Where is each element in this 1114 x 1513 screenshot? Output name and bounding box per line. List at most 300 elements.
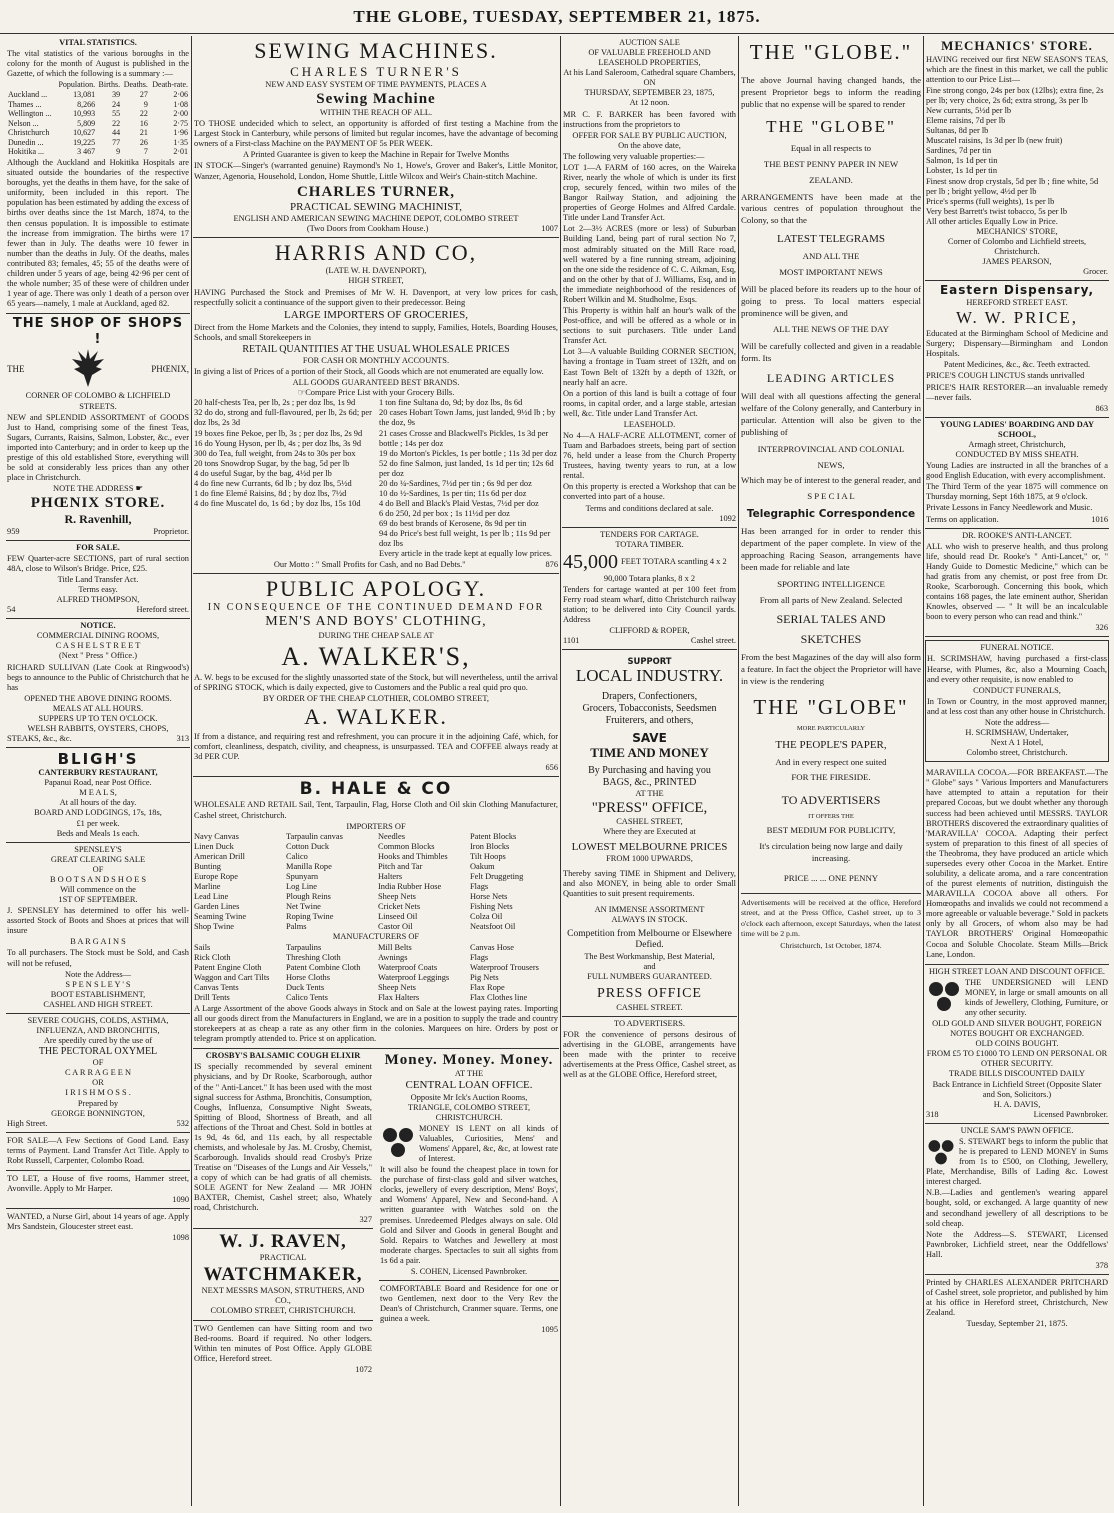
raven-ad bbox=[193, 1229, 373, 1321]
lot3: Lot 3—A valuable Building CORNER SECTION, having a frontage in Tuam street of 132ft, and on East Town Belt of 132ft by a depth of 132ft, or nearly half an acre. bbox=[563, 347, 736, 387]
comfortable: COMFORTABLE Board and Residence for one or two Gentlemen, next door to the Very Rev the Dean's of Christchurch, Cranmer square. Terms, one guinea a week. bbox=[380, 1283, 558, 1324]
vital-cell: 2·01 bbox=[173, 147, 188, 157]
rooke-body: ALL who wish to preserve health, and thus prolong life, should read Dr. Rooke's " Anti-Lancet," or, " Handy Guide to Domestic Medicine," which can be had gratis from any chemist, or post free from Dr. Rooke, Scarborough. Concerning this book, which contains 168 pages, the late eminent author, Sheridan Knowles, observed — " It will be an incalculable boon to every person who can read and think." bbox=[926, 541, 1108, 622]
following: The following very valuable properties:— bbox=[563, 151, 705, 161]
totara: TOTARA TIMBER. bbox=[615, 539, 684, 549]
price-name: W. W. PRICE, bbox=[955, 307, 1079, 327]
list-item: 6 do 250, 2d per box ; 1s 11½d per doz bbox=[379, 509, 510, 519]
list-item: 94 do Price's best full weight, 1s per lb ; 11s 9d per doz lbs bbox=[379, 529, 551, 549]
vital-cell: Thames ... bbox=[8, 99, 42, 109]
bottom-split bbox=[193, 1049, 559, 1378]
list-item: Horse Cloths bbox=[286, 972, 330, 982]
mech-price-list bbox=[926, 86, 1108, 227]
received: Advertisements will be received at the office, Hereford street, and at the Press Office, Cashel street, up to 3 o'clock each afternoon, except Saturdays, when the latest time will be 2 p.m. bbox=[741, 897, 921, 939]
barker: MR C. F. BARKER has been favored with instructions from the proprietors to bbox=[563, 109, 736, 129]
vital-header-cell: Births. bbox=[98, 80, 121, 90]
back: Back Entrance in Lichfield Street (Opposite Slater and Son, Solicitors.) bbox=[932, 1079, 1102, 1099]
ad-number: 1092 bbox=[719, 513, 736, 523]
hale-body: WHOLESALE AND RETAIL Sail, Tent, Tarpaulin, Flag, Horse Cloth and Oil skin Clothing Manufacturer, Cashel street, Christchurch. bbox=[194, 800, 558, 820]
ad-number: 656 bbox=[545, 762, 558, 772]
conduct: CONDUCT FUNERALS, bbox=[973, 685, 1061, 695]
ad-number: 863 bbox=[1095, 403, 1108, 413]
forsale-terms: Terms easy. bbox=[78, 584, 118, 594]
list-item: Waterproof Leggings bbox=[378, 972, 450, 982]
vital-cell: 55 bbox=[112, 109, 121, 119]
walker-ad bbox=[193, 574, 559, 777]
comfortable-ad bbox=[379, 1281, 559, 1338]
next-press: (Next " Press " Office.) bbox=[58, 651, 138, 661]
vital-cell: Auckland ... bbox=[8, 89, 48, 99]
table-row bbox=[7, 100, 189, 110]
list-item: New currants, 5½d per lb bbox=[926, 105, 1012, 115]
auction-date: THURSDAY, SEPTEMBER 23, 1875, bbox=[584, 88, 715, 98]
manufacturers-list bbox=[194, 943, 558, 1003]
vital-title: VITAL STATISTICS. bbox=[59, 38, 137, 47]
every: And in every respect one suited bbox=[775, 756, 887, 767]
ad-number: 1098 bbox=[172, 1233, 189, 1243]
list-item: Navy Canvas bbox=[194, 831, 239, 841]
magazines: From the best Magazines of the day will also form a feature. In fact the object the Proprietor will have in view is the rendering bbox=[741, 651, 921, 686]
vital-header-cell: Deaths. bbox=[123, 80, 148, 90]
price-list-right bbox=[379, 398, 558, 559]
linctus: PRICE'S COUGH LINCTUS stands unrivalled bbox=[926, 371, 1085, 381]
meals2: M E A L S, bbox=[79, 788, 117, 798]
loan-office-ad bbox=[379, 1049, 559, 1281]
hair: PRICE'S HAIR RESTORER—an invaluable remedy—never fails. bbox=[926, 382, 1108, 402]
list-item: Manilla Rope bbox=[286, 861, 332, 871]
vital-cell: 2·06 bbox=[173, 89, 188, 99]
young-body: Young Ladies are instructed in all the branches of a good English Education, with every accomplishment. bbox=[926, 461, 1108, 481]
vital-cell: Wellington ... bbox=[8, 109, 52, 119]
uncle-sam-ad bbox=[925, 1124, 1109, 1275]
grocers: Grocers, Tobacconists, Seedsmen bbox=[582, 702, 717, 714]
adv-body: FOR the convenience of persons desirous of advertising in the GLOBE, arrangements have been made with the printer to receive advertisements at the Press Office, Cashel street, as well as at the GLOBE Office, Hereford street, bbox=[563, 1029, 736, 1079]
auction-ad bbox=[562, 36, 737, 528]
list-item: Pig Nets bbox=[470, 972, 499, 982]
list-item: Garden Lines bbox=[194, 902, 240, 912]
prepared: Prepared by bbox=[77, 1098, 119, 1108]
list-item: Salmon, 1s 1d per tin bbox=[926, 156, 998, 166]
phoenix-row bbox=[7, 347, 189, 391]
table-row bbox=[7, 147, 189, 157]
list-item: Pitch and Tar bbox=[378, 861, 423, 871]
trade: TRADE BILLS DISCOUNTED DAILY bbox=[948, 1069, 1086, 1079]
ad-number: 1072 bbox=[355, 1364, 372, 1374]
dateline: Christchurch, 1st October, 1874. bbox=[780, 940, 882, 950]
shop-of-shops-ad bbox=[6, 314, 190, 540]
at-the: AT THE bbox=[454, 1069, 484, 1079]
spensley-ad bbox=[6, 843, 190, 1014]
totara-big: 45,000 bbox=[563, 550, 618, 573]
grocer: Grocer. bbox=[1083, 267, 1108, 277]
from-all: From all parts of New Zealand. Selected bbox=[759, 594, 903, 605]
crosby-ad bbox=[193, 1049, 373, 1228]
vital-cell: Dunedin ... bbox=[8, 137, 44, 147]
note-addr: Note the address— bbox=[984, 717, 1050, 727]
importers: IMPORTERS OF bbox=[346, 821, 406, 831]
per-week: £1 per week. bbox=[76, 818, 120, 828]
phoenix-name: R. Ravenhill, bbox=[64, 512, 132, 527]
vital-header-cell: Population. bbox=[58, 80, 96, 90]
guarantee: A Printed Guarantee is given to keep the Machine in Repair for Twelve Months bbox=[242, 150, 510, 160]
globe-prospectus bbox=[740, 36, 922, 954]
purchasing: By Purchasing and having you bbox=[588, 764, 711, 776]
list-item: Tarpaulin canvas bbox=[286, 831, 343, 841]
list-item: Every article in the trade kept at equally low prices. bbox=[379, 549, 553, 559]
phoenix-note: NOTE THE ADDRESS ☛ bbox=[53, 484, 143, 494]
tolet-ad bbox=[6, 1171, 190, 1209]
loan-title: HIGH STREET LOAN AND DISCOUNT OFFICE. bbox=[928, 966, 1106, 976]
list-item: Cotton Duck bbox=[286, 841, 330, 851]
totara-ad bbox=[562, 528, 737, 651]
list-column bbox=[194, 832, 282, 933]
column-rule bbox=[923, 36, 924, 1506]
globe-big: THE "GLOBE" bbox=[753, 694, 909, 719]
large-importers: LARGE IMPORTERS OF GROCERIES, bbox=[284, 308, 468, 321]
motto: Our Motto : " Small Profits for Cash, and no Bad Debts." bbox=[273, 559, 466, 569]
stewart-body: S. STEWART begs to inform the public that he is prepared to LEND MONEY in Sums from 1s to £500, on Clothing, Jewellery, Plate, Merchandise, Bills of Lading &c. Lowest interest charged. bbox=[926, 1136, 1108, 1187]
list-item: Hooks and Thimbles bbox=[378, 851, 448, 861]
dispensary-ad bbox=[925, 281, 1109, 417]
most-imp: MOST IMPORTANT NEWS bbox=[779, 266, 883, 277]
list-item: Patent Combine Cloth bbox=[286, 962, 361, 972]
tenders: TENDERS FOR CARTAGE. bbox=[600, 529, 699, 539]
phoenix-store: PHŒNIX STORE. bbox=[30, 495, 166, 512]
column-5 bbox=[925, 36, 1109, 1506]
list-item: Castor Oil bbox=[378, 922, 413, 932]
pawn: Licensed Pawnbroker. bbox=[1033, 1109, 1108, 1119]
phoenix-right: PHŒNIX, bbox=[151, 364, 189, 375]
vital-cell: 77 bbox=[112, 137, 121, 147]
vital-header-cell: Death-rate. bbox=[152, 80, 188, 90]
hereford: HEREFORD STREET EAST. bbox=[966, 297, 1068, 307]
mech-store: MECHANICS' STORE, bbox=[976, 226, 1058, 236]
list-item: 300 do Tea, full weight, from 24s to 30s per box bbox=[194, 448, 356, 458]
executed: Where they are Executed at bbox=[603, 826, 696, 836]
doors: (Two Doors from Cookham House.) bbox=[306, 223, 429, 233]
opposite: Opposite Mr Ick's Auction Rooms, bbox=[410, 1092, 528, 1102]
vital-cell: 5,809 bbox=[77, 118, 96, 128]
irish: I R I S H M O S S . bbox=[65, 1088, 131, 1098]
private: Private Lessons in Fancy Needlework and Music. bbox=[926, 503, 1093, 513]
lot4b: On this property is erected a Workshop that can be converted into part of a house. bbox=[563, 482, 736, 502]
vital-cell: Nelson ... bbox=[8, 118, 39, 128]
vital-cell: 22 bbox=[112, 118, 121, 128]
notice-title: NOTICE. bbox=[80, 621, 116, 631]
opened: OPENED THE ABOVE DINING ROOMS. bbox=[24, 693, 172, 703]
cashel3: CASHEL STREET. bbox=[616, 1002, 683, 1012]
list-item: Flax Rope bbox=[470, 982, 505, 992]
list-item: 32 do do, strong and full-flavoured, per lb, 2s 6d; per doz lbs, 2s 3d bbox=[194, 408, 372, 428]
scrimshaw: H. SCRIMSHAW, Undertaker, bbox=[965, 727, 1069, 737]
list-item: Flax Halters bbox=[378, 992, 420, 1002]
list-column bbox=[286, 943, 374, 1003]
funeral-title: FUNERAL NOTICE. bbox=[980, 643, 1054, 653]
sewing-title: SEWING MACHINES. bbox=[254, 38, 498, 63]
mech-body: HAVING received our first NEW SEASON'S TEAS, which are the finest in this market, we call the public attention to our Price List— bbox=[926, 54, 1108, 84]
list-item: Drill Tents bbox=[194, 992, 230, 1002]
auction-sub: OF VALUABLE FREEHOLD AND LEASEHOLD PROPERTIES, bbox=[588, 48, 711, 68]
forsale2: FOR SALE—A Few Sections of Good Land. Easy terms of Payment. Land Transfer Act Title. Apply to Robt Russell, Carpenter, Colombo Road. bbox=[7, 1135, 189, 1165]
list-item: Cricket Nets bbox=[378, 902, 421, 912]
list-item: Colza Oil bbox=[470, 912, 503, 922]
price: PRICE ... ... ONE PENNY bbox=[783, 872, 879, 883]
board: BOARD AND LODGINGS, 17s, 18s, bbox=[34, 808, 162, 818]
compare: ☞Compare Price List with your Grocery Bills. bbox=[297, 388, 455, 398]
list-item: Log Line bbox=[286, 882, 317, 892]
davis: H. A. DAVIS, bbox=[993, 1099, 1041, 1109]
allgoods: ALL GOODS GUARANTEED BEST BRANDS. bbox=[292, 378, 460, 388]
cashel-high: CASHEL AND HIGH STREET. bbox=[43, 999, 153, 1009]
central: CENTRAL LOAN OFFICE. bbox=[405, 1079, 533, 1092]
list-item: Roping Twine bbox=[286, 912, 334, 922]
above: On the above date, bbox=[618, 140, 681, 150]
ad-number: 1101 bbox=[563, 636, 580, 646]
list-item: Felt Druggeting bbox=[470, 871, 524, 881]
ad-number: 876 bbox=[545, 559, 558, 569]
list-item: Calico bbox=[286, 851, 308, 861]
local: LOCAL INDUSTRY. bbox=[575, 666, 724, 686]
medium: BEST MEDIUM FOR PUBLICITY, bbox=[766, 825, 896, 836]
list-item: Sardines, 7d per tin bbox=[926, 146, 992, 156]
competition: Competition from Melbourne or Elsewhere Defied. bbox=[567, 928, 732, 951]
hale-title: B. HALE & CO bbox=[299, 779, 453, 800]
chch: CHRISTCHURCH. bbox=[435, 1112, 503, 1122]
cash: FOR CASH OR MONTHLY ACCOUNTS. bbox=[302, 356, 450, 365]
pawn-balls-icon bbox=[380, 1123, 416, 1159]
list-column bbox=[194, 943, 282, 1003]
armagh: Armagh street, Christchurch, bbox=[968, 439, 1066, 449]
vital-cell: 7 bbox=[143, 147, 148, 157]
list-item: Waterproof Coats bbox=[378, 962, 438, 972]
sheath: CONDUCTED BY MISS SHEATH. bbox=[955, 450, 1079, 460]
harris-ad bbox=[193, 238, 559, 574]
and: and bbox=[643, 961, 656, 971]
commence: Will commence on the bbox=[60, 885, 136, 895]
pawn-balls-icon bbox=[926, 1136, 956, 1166]
mechanics-title: MECHANICS' STORE. bbox=[941, 38, 1093, 53]
within: WITHIN THE REACH OF ALL. bbox=[319, 108, 433, 118]
list-item: Flax Clothes line bbox=[470, 992, 528, 1002]
workmanship: The Best Workmanship, Best Material, bbox=[584, 951, 715, 961]
maravilla-ad bbox=[925, 765, 1109, 964]
list-item: Mill Belts bbox=[378, 942, 412, 952]
sewing-machines-ad bbox=[193, 36, 559, 238]
maravilla: MARAVILLA COCOA.—FOR BREAKFAST.—The " Globe" says " Various Importers and Manufacturers have attempted to attain a reputation for their prepared Cocoas, but we doubt whether any thorough success had been achieved until MESSRS. TAYLOR BROTHERS discovered the extraordinary qualities of 'MARAVILLA' COCOA. Adapting their perfect system of preparation to this finest of all species of the Theobroma, they have produced an article which supersedes every other Cocoa in the Market. Entire solubility, a delicate aroma, and a rare concentration of the purest elements of nutrition, distinguish the MARAVILLA COCOA above all others. For Homœopaths and invalids we could not recommend a more agreeable or valuable beverage." Sold in packets only by all Grocers, of whom also may be had TAYLOR BROTHERS' Original Homœopathic Cocoa and Soluble Chocolate. Steam Mills—Brick Lane, London. bbox=[926, 768, 1109, 959]
hale-ad bbox=[193, 777, 559, 1049]
save: SAVE bbox=[632, 730, 667, 745]
changed: The above Journal having changed hands, the present Proprietor begs to inform the reading public that no expense will be spared to render bbox=[741, 75, 921, 110]
list-item: Linen Duck bbox=[194, 841, 234, 851]
turner-body: TO THOSE undecided which to select, an opportunity is afforded of first testing a Machine from the Largest Stock in Canterbury, while persons of limited but regular incomes, have the advantage of becoming owners of a First-class Machine on the PAYMENT OF 5s PER WEEK. bbox=[194, 119, 558, 149]
vital-cell: 21 bbox=[139, 128, 148, 138]
pectoral-ad bbox=[6, 1014, 190, 1133]
sewing-machine: Sewing Machine bbox=[316, 91, 436, 108]
turner-name: CHARLES TURNER'S bbox=[290, 64, 462, 80]
to-adv: TO ADVERTISERS. bbox=[613, 1018, 685, 1028]
sketches: SKETCHES bbox=[800, 631, 862, 646]
forsale-addr: Hereford street. bbox=[136, 605, 189, 615]
equal: Equal in all respects to bbox=[790, 142, 872, 153]
meals: MEALS AT ALL HOURS. bbox=[52, 703, 144, 713]
ad-number: 1016 bbox=[1091, 514, 1108, 524]
the-globe: THE "GLOBE" bbox=[766, 116, 896, 136]
ad-number: 1095 bbox=[541, 1325, 558, 1335]
list-item: Horse Nets bbox=[470, 892, 508, 902]
vital-cell: 2·75 bbox=[173, 118, 188, 128]
list-item: 69 do best brands of Kerosene, 8s 9d per tin bbox=[379, 519, 527, 529]
list-item: 1 do fine Elemé Raisins, 8d ; by doz lbs, 7½d bbox=[194, 489, 347, 499]
globe-title: THE "GLOBE." bbox=[749, 40, 913, 64]
boots: B O O T S A N D S H O E S bbox=[49, 874, 147, 884]
lot2: Lot 2—3½ ACRES (more or less) of Suburban Building Land, being part of rural section No 7, most admirably situated on the Mill Race road, well watered by a fine running stream, adjoining on the one side the residence of C. C. Aikman, Esq, and on the other by that of J. Williams, Esq, and in the immediate neighborhood of the residences of Robert Wilkin and M. Studholme, Esqs. bbox=[563, 224, 736, 304]
list-item: Lobster, 1s 1d per tin bbox=[926, 166, 998, 176]
next-hotel: Next A 1 Hotel, bbox=[990, 738, 1044, 748]
bottom-right bbox=[379, 1049, 559, 1378]
list-item: Canvas Hose bbox=[470, 942, 514, 952]
list-item: Flags bbox=[470, 952, 489, 962]
gentlemen-ad bbox=[193, 1321, 373, 1378]
coughs: SEVERE COUGHS, COLDS, ASTHMA, INFLUENZA, AND BRONCHITIS, bbox=[27, 1015, 169, 1036]
walker-body: A. W. begs to be excused for the slightly unassorted state of the Stock, but will nevertheless, until the arrival of SPRING STOCK, which is daily expected, give to Customers and the Public a real quid pro quo. bbox=[194, 673, 558, 693]
press-office: "PRESS" OFFICE, bbox=[591, 799, 708, 816]
hale-foot: A Large Assortment of the above Goods always in Stock and on Sale at the lowest paying rates. Importing all our goods direct from the Manufacturers in England, we are in a position to supply the trade and country storekeepers at as cheap a rate as any other firm in the colonies. Marquees on hire. Orders by post or telegram promptly attended to. Price st on application. bbox=[194, 1003, 558, 1044]
forsale-body: FEW Quarter-acre SECTIONS, part of rural section 48A, close to Wilson's Bridge. Price, £25. bbox=[7, 553, 189, 573]
harris-body: HAVING Purchased the Stock and Premises of Mr W. H. Davenport, at very low prices for cash, respectfully solicit a continuance of the support given to their predecessor. Being bbox=[194, 287, 558, 307]
dining-rooms-ad bbox=[6, 619, 190, 748]
press-office2: PRESS OFFICE bbox=[597, 985, 702, 1001]
clearing: GREAT CLEARING SALE bbox=[50, 854, 146, 864]
old-gold: OLD GOLD AND SILVER BOUGHT, FOREIGN NOTES BOUGHT OR EXCHANGED. bbox=[932, 1019, 1102, 1039]
during: DURING THE CHEAP SALE AT bbox=[318, 630, 434, 640]
vital-cell: 27 bbox=[139, 89, 148, 99]
hours: At all hours of the day. bbox=[59, 798, 137, 808]
list-item: Waterproof Trousers bbox=[470, 962, 539, 972]
list-item: Calico Tents bbox=[286, 992, 328, 1002]
immense: AN IMMENSE ASSORTMENT bbox=[594, 904, 705, 914]
vital-cell: 9 bbox=[143, 99, 148, 109]
vital-cell: 19,225 bbox=[73, 137, 96, 147]
bags: BAGS, &c., PRINTED bbox=[602, 776, 697, 788]
imprint bbox=[925, 1275, 1109, 1332]
list-item: Marline bbox=[194, 882, 221, 892]
list-item: India Rubber Hose bbox=[378, 882, 442, 892]
money-body: MONEY IS LENT on all kinds of Valuables, Curiosities, Mens' and Womens' Apparel, &c, &c, at lowest rate of Interest. bbox=[419, 1123, 558, 1164]
list-item: 4 do fine new Currants, 6d lb ; by doz lbs, 5½d bbox=[194, 478, 352, 488]
column-4 bbox=[740, 36, 922, 1506]
ad-number: 318 bbox=[926, 1109, 939, 1119]
interprov: INTERPROVINCIAL AND COLONIAL bbox=[757, 443, 905, 454]
table-row bbox=[7, 138, 189, 148]
funeral-ad bbox=[925, 640, 1109, 762]
of: OF bbox=[92, 864, 104, 874]
wanted-ad bbox=[6, 1209, 190, 1246]
fruiterers: Fruiterers, and others, bbox=[605, 714, 694, 726]
ad-number: 313 bbox=[176, 734, 189, 744]
list-item: Waggon and Cart Tilts bbox=[194, 972, 270, 982]
cashel-street: C A S H E L S T R E E T bbox=[55, 641, 141, 651]
patent: Patent Medicines, &c., &c. Teeth extracted. bbox=[943, 360, 1091, 370]
list-item: Sultanas, 8d per lb bbox=[926, 126, 989, 136]
list-item: Very best Barrett's twist tobacco, 5s per lb bbox=[926, 206, 1068, 216]
tenders-body: Tenders for cartage wanted at per 100 feet from Ferry road steam wharf, ditto Christchurch railway station; to be delivered into City Council yards. Address bbox=[563, 584, 736, 625]
auction-title: AUCTION SALE bbox=[619, 38, 680, 47]
sullivan-body: RICHARD SULLIVAN (Late Cook at Ringwood's) begs to announce to the Public of Christchurch that he has bbox=[7, 662, 189, 692]
totara-feet: FEET TOTARA scantling 4 x 2 bbox=[621, 556, 727, 566]
column-3 bbox=[562, 36, 737, 1506]
list-column bbox=[470, 832, 558, 933]
printed-date: Tuesday, September 21, 1875. bbox=[966, 1319, 1068, 1329]
list-column bbox=[286, 832, 374, 933]
note-addr: Note the Address— bbox=[64, 969, 132, 979]
list-item: 20 do ¼-Sardines, 7½d per tin ; 6s 9d per doz bbox=[379, 478, 532, 488]
vital-cell: 16 bbox=[139, 118, 148, 128]
fireside: FOR THE FIRESIDE. bbox=[791, 772, 871, 783]
latest: LATEST TELEGRAMS bbox=[776, 233, 886, 246]
forsale2-ad bbox=[6, 1133, 190, 1171]
welsh: WELSH RABBITS, OYSTERS, CHOPS, bbox=[27, 724, 169, 733]
apology-title: PUBLIC APOLOGY. bbox=[265, 575, 487, 601]
vital-cell: Christchurch bbox=[8, 128, 50, 138]
pectoral: THE PECTORAL OXYMEL bbox=[38, 1046, 158, 1058]
masthead: THE GLOBE, TUESDAY, SEPTEMBER 21, 1875. bbox=[0, 0, 1114, 34]
town: In Town or Country, in the most approved manner, and at less cost than any other house in Christchurch. bbox=[927, 696, 1107, 716]
list-item: Sheep Nets bbox=[378, 982, 416, 992]
purchasers: To all purchasers. The Stock must be Sold, and Cash will not be refused, bbox=[7, 948, 189, 968]
rooke-ad bbox=[925, 529, 1109, 638]
arrangements: ARRANGEMENTS have been made at the various centres of population throughout the Colony, so that the bbox=[741, 191, 921, 226]
depot: ENGLISH AND AMERICAN SEWING MACHINE DEPOT, COLOMBO STREET bbox=[233, 213, 519, 223]
list-item: 52 do fine Salmon, just landed, 1s 1d per tin; 12s 6d per doz bbox=[379, 458, 554, 478]
phoenix-corner: CORNER OF COLOMBO & LICHFIELD STREETS. bbox=[25, 391, 171, 411]
triangle: TRIANGLE, COLOMBO STREET, bbox=[407, 1102, 531, 1112]
list-item: Neatsfoot Oil bbox=[470, 922, 516, 932]
peoples: THE PEOPLE'S PAPER, bbox=[775, 738, 887, 751]
list-column bbox=[470, 943, 558, 1003]
list-item: Net Twine bbox=[286, 902, 321, 912]
order: BY ORDER OF THE CHEAP CLOTHIER, COLOMBO STREET, bbox=[263, 694, 489, 704]
table-row bbox=[7, 128, 189, 138]
crosby-title: CROSBY'S BALSAMIC COUGH ELIXIR bbox=[205, 1051, 361, 1061]
column-2 bbox=[193, 36, 559, 1506]
list-item: Patent Blocks bbox=[470, 831, 517, 841]
mechanics-ad bbox=[925, 36, 1109, 281]
list-item: All other articles Equally Low in Price. bbox=[926, 216, 1058, 226]
lot2b: This Property is within half an hour's walk of the Post-office, and will be offered as a whole or in sections to suit purchasers. Title under Land Transfer Act. bbox=[563, 306, 736, 346]
bargains: B A R G A I N S bbox=[70, 937, 126, 947]
vital-cell: 39 bbox=[112, 89, 121, 99]
auction-time: At 12 noon. bbox=[629, 98, 670, 108]
best-penny: THE BEST PENNY PAPER IN NEW bbox=[763, 158, 899, 169]
spensley-body: J. SPENSLEY has determined to offer his well-assorted Stock of Boots and Shoes at prices that will insure bbox=[7, 906, 189, 936]
tolet: TO LET, a House of five rooms, Hammer street, Avonville. Apply to Mr Harper. bbox=[7, 1173, 189, 1194]
list-item: Linseed Oil bbox=[378, 912, 418, 922]
drapers: Drapers, Confectioners, bbox=[601, 690, 698, 702]
list-item: Threshing Cloth bbox=[286, 952, 341, 962]
list-item: 1 ton fine Sultana do, 9d; by doz lbs, 8s 6d bbox=[379, 398, 523, 408]
bottom-left bbox=[193, 1049, 373, 1378]
list-item: Lead Line bbox=[194, 892, 229, 902]
ad-number: 327 bbox=[359, 1214, 372, 1224]
vital-table bbox=[7, 80, 189, 157]
list-item: 20 cases Hobart Town Jams, just landed, 9½d lb ; by the doz, 9s bbox=[379, 408, 556, 428]
ad-number: 532 bbox=[176, 1118, 189, 1128]
auction-at: At his Land Saleroom, Cathedral square Chambers, bbox=[563, 68, 736, 78]
importers-list bbox=[194, 832, 558, 933]
list-item: 19 do Morton's Pickles, 1s per bottle ; 11s 3d per doz bbox=[379, 448, 557, 458]
spensley-boot: S P E N S L E Y ' S bbox=[65, 979, 131, 989]
advertisers-ad bbox=[562, 1017, 737, 1084]
